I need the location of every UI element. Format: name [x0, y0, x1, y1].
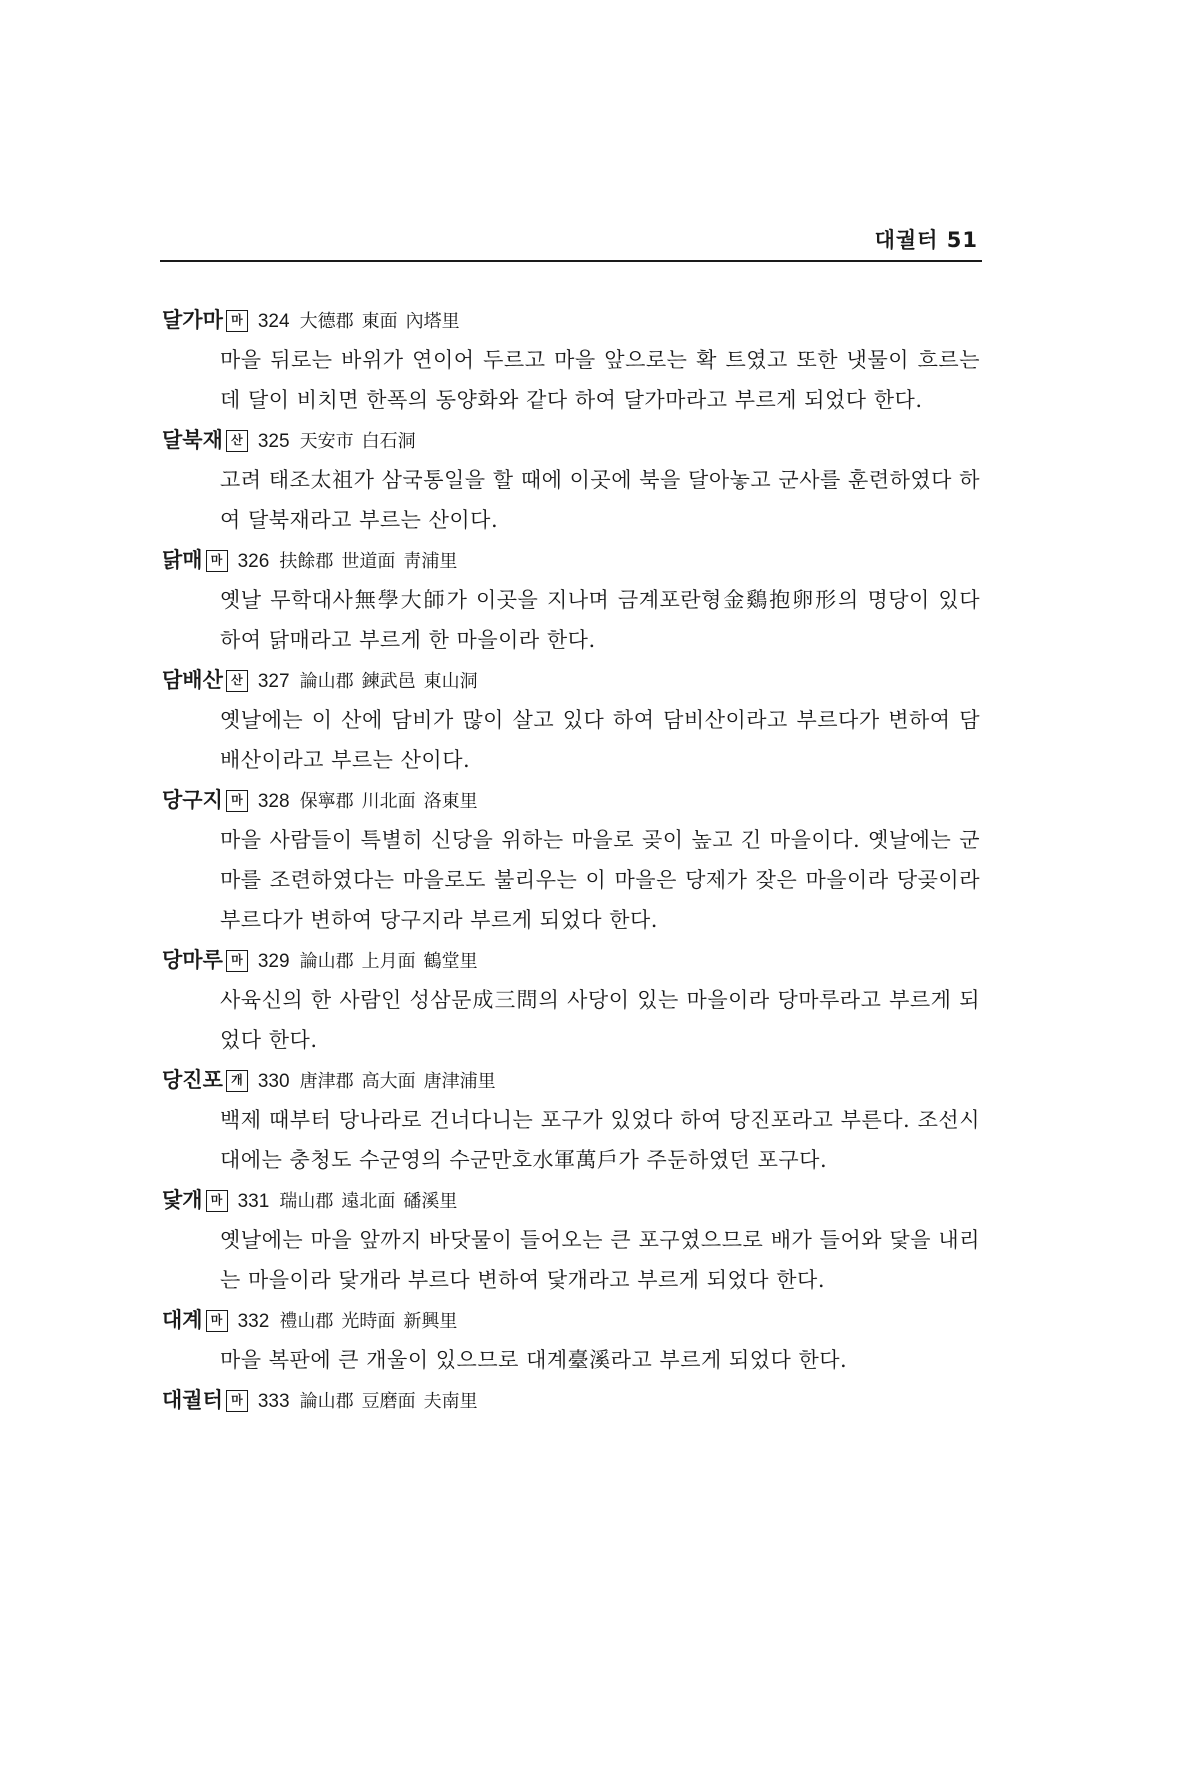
location-county: 禮山郡	[279, 1311, 334, 1332]
location-district: 世道面	[341, 551, 396, 572]
entry-number: 325	[257, 431, 290, 452]
location-county: 唐津郡	[299, 1071, 354, 1092]
entry-term: 당구지	[162, 788, 223, 812]
entry-description: 사육신의 한 사람인 성삼문成三問의 사당이 있는 마을이라 당마루라고 부르게 되었다 한다.	[220, 988, 980, 1052]
entry-description: 마을 복판에 큰 개울이 있으므로 대계臺溪라고 부르게 되었다 한다.	[220, 1348, 848, 1372]
page-header	[160, 220, 982, 262]
location-village: 白石洞	[361, 431, 416, 452]
entry	[162, 420, 982, 540]
entry-head	[162, 1180, 982, 1220]
location-district: 遠北面	[341, 1191, 396, 1212]
location-county: 扶餘郡	[279, 551, 334, 572]
entry-list	[162, 300, 982, 1420]
location-county: 論山郡	[299, 951, 354, 972]
location-village: 東山洞	[423, 671, 478, 692]
type-badge-icon: 마	[226, 950, 248, 972]
location-county: 論山郡	[299, 1391, 354, 1412]
type-badge-icon: 산	[226, 430, 248, 452]
entry-term: 당진포	[162, 1068, 223, 1092]
entry-term: 대계	[162, 1308, 203, 1332]
type-badge-icon: 마	[226, 310, 248, 332]
location-village: 靑浦里	[403, 551, 458, 572]
entry-head	[162, 1380, 982, 1420]
location-district: 川北面	[361, 791, 416, 812]
entry-head	[162, 1060, 982, 1100]
entry-number: 326	[237, 551, 270, 572]
entry-number: 332	[237, 1311, 270, 1332]
location-village: 夫南里	[423, 1391, 478, 1412]
entry-description: 옛날에는 이 산에 담비가 많이 살고 있다 하여 담비산이라고 부르다가 변하여 담배산이라고 부르는 산이다.	[220, 708, 980, 772]
entry-number: 331	[237, 1191, 270, 1212]
entry	[162, 1380, 982, 1420]
type-badge-icon: 개	[226, 1070, 248, 1092]
type-badge-icon: 마	[226, 790, 248, 812]
entry-term: 닻개	[162, 1188, 203, 1212]
entry-description: 마을 뒤로는 바위가 연이어 두르고 마을 앞으로는 확 트였고 또한 냇물이 흐르는데 달이 비치면 한폭의 동양화와 같다 하여 달가마라고 부르게 되었다 한다.	[220, 348, 980, 412]
entry	[162, 940, 982, 1060]
entry-term: 대궐터	[162, 1388, 223, 1412]
entry-number: 327	[257, 671, 290, 692]
entry-description: 옛날 무학대사無學大師가 이곳을 지나며 금계포란형金鷄抱卵形의 명당이 있다 하여 닭매라고 부르게 한 마을이라 한다.	[220, 588, 980, 652]
entry-number: 329	[257, 951, 290, 972]
location-village: 磻溪里	[403, 1191, 458, 1212]
entry-term: 닭매	[162, 548, 203, 572]
entry-number: 328	[257, 791, 290, 812]
type-badge-icon: 산	[226, 670, 248, 692]
location-county: 大德郡	[299, 311, 354, 332]
entry-description: 마을 사람들이 특별히 신당을 위하는 마을로 곶이 높고 긴 마을이다. 옛날에는 군마를 조련하였다는 마을로도 불리우는 이 마을은 당제가 잦은 마을이라 당곶이라 부르다가 변하여 당구지라 부르게 되었다 한다.	[220, 828, 980, 932]
entry-number: 330	[257, 1071, 290, 1092]
type-badge-icon: 마	[226, 1390, 248, 1412]
entry-number: 333	[257, 1391, 290, 1412]
entry	[162, 780, 982, 940]
location-village: 新興里	[403, 1311, 458, 1332]
location-county: 瑞山郡	[279, 1191, 334, 1212]
entry	[162, 1060, 982, 1180]
entry	[162, 1180, 982, 1300]
entry-description: 고려 태조太祖가 삼국통일을 할 때에 이곳에 북을 달아놓고 군사를 훈련하였다 하여 달북재라고 부르는 산이다.	[220, 468, 980, 532]
entry-head	[162, 540, 982, 580]
location-district: 高大面	[361, 1071, 416, 1092]
entry-head	[162, 660, 982, 700]
entry	[162, 1300, 982, 1380]
entry-head	[162, 300, 982, 340]
location-county: 論山郡	[299, 671, 354, 692]
type-badge-icon: 마	[206, 1190, 228, 1212]
entry	[162, 300, 982, 420]
type-badge-icon: 마	[206, 550, 228, 572]
entry-description: 옛날에는 마을 앞까지 바닷물이 들어오는 큰 포구였으므로 배가 들어와 닻을 내리는 마을이라 닻개라 부르다 변하여 닻개라고 부르게 되었다 한다.	[220, 1228, 980, 1292]
entry	[162, 660, 982, 780]
location-county: 保寧郡	[299, 791, 354, 812]
entry-number: 324	[257, 311, 290, 332]
entry	[162, 540, 982, 660]
location-district: 豆磨面	[361, 1391, 416, 1412]
entry-term: 달북재	[162, 428, 223, 452]
location-district: 光時面	[341, 1311, 396, 1332]
type-badge-icon: 마	[206, 1310, 228, 1332]
location-district: 鍊武邑	[361, 671, 416, 692]
entry-head	[162, 1300, 982, 1340]
location-village: 內塔里	[405, 311, 460, 332]
entry-term: 담배산	[162, 668, 223, 692]
location-city: 天安市	[299, 431, 354, 452]
entry-term: 당마루	[162, 948, 223, 972]
entry-term: 달가마	[162, 308, 223, 332]
location-district: 東面	[361, 311, 398, 332]
entry-head	[162, 940, 982, 980]
entry-head	[162, 780, 982, 820]
entry-head	[162, 420, 982, 460]
location-village: 唐津浦里	[423, 1071, 496, 1092]
location-district: 上月面	[361, 951, 416, 972]
location-village: 洛東里	[423, 791, 478, 812]
running-head: 대궐터 51	[874, 228, 978, 252]
location-village: 鶴堂里	[423, 951, 478, 972]
entry-description: 백제 때부터 당나라로 건너다니는 포구가 있었다 하여 당진포라고 부른다. 조선시대에는 충청도 수군영의 수군만호水軍萬戶가 주둔하였던 포구다.	[220, 1108, 980, 1172]
